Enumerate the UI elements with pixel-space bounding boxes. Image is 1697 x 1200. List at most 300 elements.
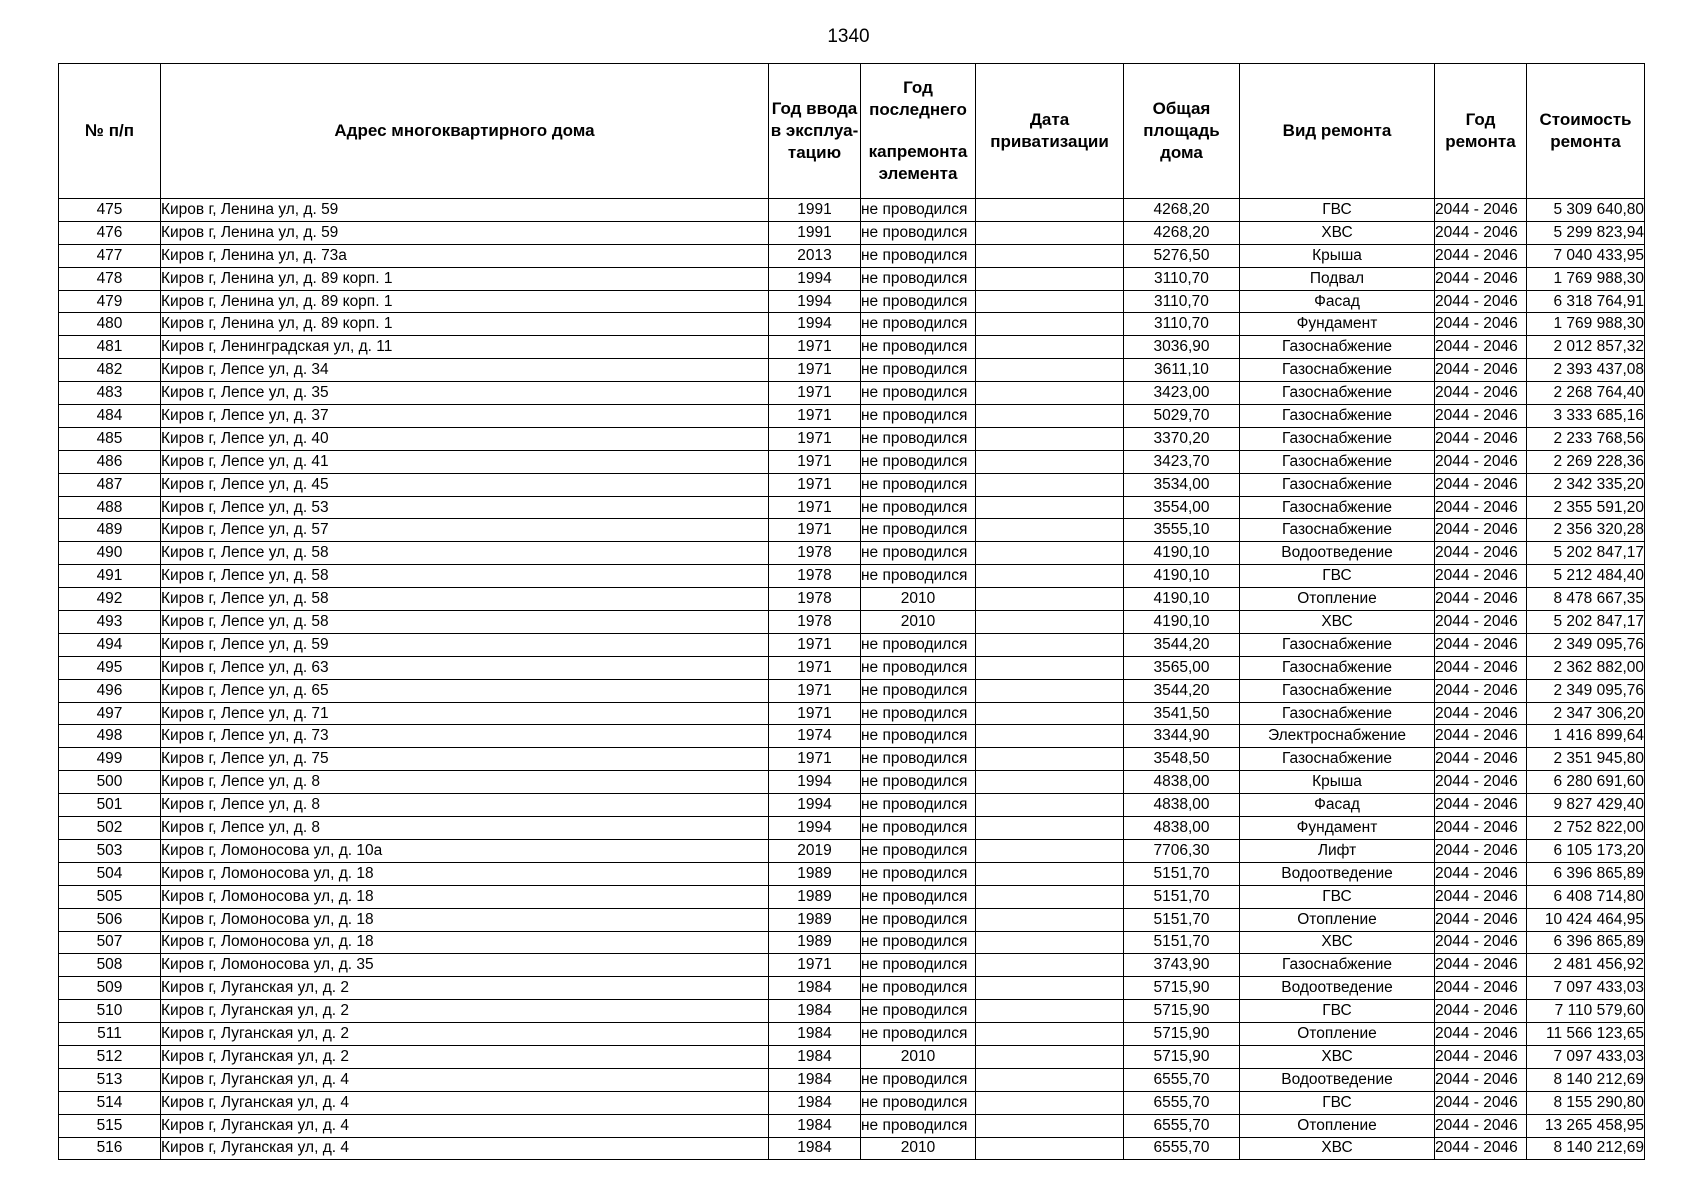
row-num: 516 xyxy=(59,1137,161,1160)
row-area: 3544,20 xyxy=(1124,679,1240,702)
row-year-built: 1984 xyxy=(769,1091,861,1114)
row-num: 500 xyxy=(59,771,161,794)
table-row xyxy=(59,748,1645,771)
row-privatization xyxy=(976,382,1124,405)
row-repair-type: Газоснабжение xyxy=(1240,519,1435,542)
row-last-repair: не проводился xyxy=(861,565,976,588)
row-area: 4190,10 xyxy=(1124,542,1240,565)
row-address: Киров г, Ленинградская ул, д. 11 xyxy=(161,336,769,359)
row-address: Киров г, Ленина ул, д. 89 корп. 1 xyxy=(161,290,769,313)
table-row xyxy=(59,1045,1645,1068)
row-repair-year: 2044 - 2046 xyxy=(1435,221,1527,244)
row-privatization xyxy=(976,817,1124,840)
row-address: Киров г, Ломоносова ул, д. 35 xyxy=(161,954,769,977)
table-row xyxy=(59,1023,1645,1046)
row-repair-year: 2044 - 2046 xyxy=(1435,1023,1527,1046)
row-year-built: 1989 xyxy=(769,862,861,885)
row-last-repair: не проводился xyxy=(861,1000,976,1023)
row-year-built: 1971 xyxy=(769,359,861,382)
row-repair-type: Газоснабжение xyxy=(1240,679,1435,702)
row-cost: 7 097 433,03 xyxy=(1527,977,1645,1000)
row-repair-type: Газоснабжение xyxy=(1240,633,1435,656)
row-area: 3544,20 xyxy=(1124,633,1240,656)
row-num: 492 xyxy=(59,588,161,611)
row-repair-type: Фундамент xyxy=(1240,817,1435,840)
row-cost: 8 140 212,69 xyxy=(1527,1068,1645,1091)
table-row xyxy=(59,1137,1645,1160)
row-last-repair: не проводился xyxy=(861,977,976,1000)
header-last-repair-line1: Год последнего xyxy=(869,78,967,119)
row-last-repair: не проводился xyxy=(861,794,976,817)
row-privatization xyxy=(976,725,1124,748)
row-year-built: 1994 xyxy=(769,794,861,817)
row-privatization xyxy=(976,633,1124,656)
header-repair-type: Вид ремонта xyxy=(1240,64,1435,199)
row-repair-year: 2044 - 2046 xyxy=(1435,336,1527,359)
row-repair-type: Водоотведение xyxy=(1240,1068,1435,1091)
row-address: Киров г, Ленина ул, д. 59 xyxy=(161,199,769,222)
row-address: Киров г, Луганская ул, д. 2 xyxy=(161,1023,769,1046)
row-area: 6555,70 xyxy=(1124,1091,1240,1114)
row-repair-type: Газоснабжение xyxy=(1240,954,1435,977)
row-repair-type: Фундамент xyxy=(1240,313,1435,336)
row-privatization xyxy=(976,656,1124,679)
row-repair-year: 2044 - 2046 xyxy=(1435,633,1527,656)
row-cost: 9 827 429,40 xyxy=(1527,794,1645,817)
row-address: Киров г, Ломоносова ул, д. 18 xyxy=(161,885,769,908)
table-row xyxy=(59,313,1645,336)
row-repair-type: Фасад xyxy=(1240,794,1435,817)
row-area: 5151,70 xyxy=(1124,931,1240,954)
row-year-built: 1984 xyxy=(769,1023,861,1046)
row-num: 482 xyxy=(59,359,161,382)
row-last-repair: не проводился xyxy=(861,336,976,359)
row-cost: 6 280 691,60 xyxy=(1527,771,1645,794)
row-num: 497 xyxy=(59,702,161,725)
row-address: Киров г, Лепсе ул, д. 58 xyxy=(161,588,769,611)
row-last-repair: не проводился xyxy=(861,244,976,267)
row-repair-year: 2044 - 2046 xyxy=(1435,817,1527,840)
row-repair-year: 2044 - 2046 xyxy=(1435,931,1527,954)
row-area: 3534,00 xyxy=(1124,473,1240,496)
row-area: 3743,90 xyxy=(1124,954,1240,977)
table-row xyxy=(59,656,1645,679)
row-year-built: 1971 xyxy=(769,496,861,519)
row-cost: 13 265 458,95 xyxy=(1527,1114,1645,1137)
row-repair-type: Отопление xyxy=(1240,1114,1435,1137)
row-privatization xyxy=(976,679,1124,702)
row-last-repair: 2010 xyxy=(861,1137,976,1160)
row-cost: 2 349 095,76 xyxy=(1527,679,1645,702)
row-last-repair: не проводился xyxy=(861,725,976,748)
row-cost: 2 347 306,20 xyxy=(1527,702,1645,725)
row-year-built: 1984 xyxy=(769,1137,861,1160)
row-num: 479 xyxy=(59,290,161,313)
row-privatization xyxy=(976,885,1124,908)
row-last-repair: не проводился xyxy=(861,382,976,405)
header-num: № п/п xyxy=(59,64,161,199)
row-year-built: 1984 xyxy=(769,1068,861,1091)
row-address: Киров г, Лепсе ул, д. 8 xyxy=(161,794,769,817)
row-cost: 6 408 714,80 xyxy=(1527,885,1645,908)
row-repair-type: Водоотведение xyxy=(1240,862,1435,885)
row-address: Киров г, Ломоносова ул, д. 10а xyxy=(161,839,769,862)
row-privatization xyxy=(976,290,1124,313)
header-address: Адрес многоквартирного дома xyxy=(161,64,769,199)
row-cost: 5 202 847,17 xyxy=(1527,542,1645,565)
table-row xyxy=(59,679,1645,702)
row-num: 511 xyxy=(59,1023,161,1046)
row-repair-year: 2044 - 2046 xyxy=(1435,290,1527,313)
table-row xyxy=(59,267,1645,290)
row-cost: 2 349 095,76 xyxy=(1527,633,1645,656)
row-last-repair: не проводился xyxy=(861,862,976,885)
row-repair-type: Газоснабжение xyxy=(1240,656,1435,679)
row-num: 503 xyxy=(59,839,161,862)
row-cost: 11 566 123,65 xyxy=(1527,1023,1645,1046)
row-last-repair: не проводился xyxy=(861,199,976,222)
row-year-built: 2019 xyxy=(769,839,861,862)
row-num: 475 xyxy=(59,199,161,222)
row-last-repair: не проводился xyxy=(861,450,976,473)
row-year-built: 1994 xyxy=(769,313,861,336)
table-row xyxy=(59,725,1645,748)
row-privatization xyxy=(976,359,1124,382)
row-repair-year: 2044 - 2046 xyxy=(1435,565,1527,588)
row-num: 493 xyxy=(59,611,161,634)
row-repair-year: 2044 - 2046 xyxy=(1435,450,1527,473)
row-year-built: 1978 xyxy=(769,542,861,565)
row-repair-type: Газоснабжение xyxy=(1240,450,1435,473)
table-row xyxy=(59,1091,1645,1114)
row-num: 489 xyxy=(59,519,161,542)
row-privatization xyxy=(976,519,1124,542)
row-num: 490 xyxy=(59,542,161,565)
row-address: Киров г, Лепсе ул, д. 58 xyxy=(161,611,769,634)
row-address: Киров г, Луганская ул, д. 4 xyxy=(161,1114,769,1137)
row-repair-year: 2044 - 2046 xyxy=(1435,382,1527,405)
row-year-built: 1971 xyxy=(769,405,861,428)
row-address: Киров г, Лепсе ул, д. 65 xyxy=(161,679,769,702)
row-last-repair: не проводился xyxy=(861,1068,976,1091)
row-year-built: 1994 xyxy=(769,290,861,313)
row-repair-type: Газоснабжение xyxy=(1240,702,1435,725)
row-cost: 2 351 945,80 xyxy=(1527,748,1645,771)
row-repair-type: Подвал xyxy=(1240,267,1435,290)
row-area: 5029,70 xyxy=(1124,405,1240,428)
row-last-repair: не проводился xyxy=(861,954,976,977)
row-year-built: 1991 xyxy=(769,199,861,222)
row-cost: 1 416 899,64 xyxy=(1527,725,1645,748)
row-year-built: 1994 xyxy=(769,771,861,794)
row-cost: 5 299 823,94 xyxy=(1527,221,1645,244)
row-address: Киров г, Ленина ул, д. 89 корп. 1 xyxy=(161,267,769,290)
row-last-repair: не проводился xyxy=(861,267,976,290)
table-row xyxy=(59,359,1645,382)
repair-table xyxy=(58,63,1645,1160)
row-area: 6555,70 xyxy=(1124,1068,1240,1091)
row-cost: 2 012 857,32 xyxy=(1527,336,1645,359)
row-area: 4268,20 xyxy=(1124,199,1240,222)
row-address: Киров г, Луганская ул, д. 2 xyxy=(161,977,769,1000)
table-row xyxy=(59,405,1645,428)
row-num: 501 xyxy=(59,794,161,817)
row-year-built: 1971 xyxy=(769,656,861,679)
row-year-built: 1971 xyxy=(769,450,861,473)
row-privatization xyxy=(976,313,1124,336)
row-year-built: 2013 xyxy=(769,244,861,267)
row-address: Киров г, Лепсе ул, д. 8 xyxy=(161,817,769,840)
row-repair-year: 2044 - 2046 xyxy=(1435,725,1527,748)
row-repair-type: Газоснабжение xyxy=(1240,405,1435,428)
table-row xyxy=(59,931,1645,954)
row-last-repair: не проводился xyxy=(861,542,976,565)
header-area: Общая площадь дома xyxy=(1124,64,1240,199)
row-cost: 7 040 433,95 xyxy=(1527,244,1645,267)
row-area: 5715,90 xyxy=(1124,1000,1240,1023)
table-row xyxy=(59,817,1645,840)
row-area: 6555,70 xyxy=(1124,1114,1240,1137)
row-repair-year: 2044 - 2046 xyxy=(1435,427,1527,450)
table-row xyxy=(59,611,1645,634)
header-year-built: Год ввода в эксплуа-тацию xyxy=(769,64,861,199)
header-repair-year: Год ремонта xyxy=(1435,64,1527,199)
row-privatization xyxy=(976,794,1124,817)
row-year-built: 1971 xyxy=(769,382,861,405)
row-repair-year: 2044 - 2046 xyxy=(1435,771,1527,794)
row-privatization xyxy=(976,862,1124,885)
row-repair-type: ГВС xyxy=(1240,1000,1435,1023)
row-last-repair: 2010 xyxy=(861,1045,976,1068)
row-repair-year: 2044 - 2046 xyxy=(1435,908,1527,931)
table-body xyxy=(59,199,1645,1160)
row-area: 4838,00 xyxy=(1124,794,1240,817)
row-repair-type: Отопление xyxy=(1240,1023,1435,1046)
row-repair-type: ХВС xyxy=(1240,931,1435,954)
row-cost: 5 212 484,40 xyxy=(1527,565,1645,588)
row-num: 476 xyxy=(59,221,161,244)
row-num: 481 xyxy=(59,336,161,359)
row-address: Киров г, Лепсе ул, д. 37 xyxy=(161,405,769,428)
row-num: 484 xyxy=(59,405,161,428)
row-repair-year: 2044 - 2046 xyxy=(1435,862,1527,885)
row-area: 5151,70 xyxy=(1124,885,1240,908)
row-num: 505 xyxy=(59,885,161,908)
row-privatization xyxy=(976,267,1124,290)
row-num: 513 xyxy=(59,1068,161,1091)
row-area: 3548,50 xyxy=(1124,748,1240,771)
table-row xyxy=(59,1068,1645,1091)
row-repair-type: Газоснабжение xyxy=(1240,359,1435,382)
row-repair-type: ГВС xyxy=(1240,565,1435,588)
row-num: 486 xyxy=(59,450,161,473)
row-privatization xyxy=(976,221,1124,244)
row-last-repair: не проводился xyxy=(861,885,976,908)
table-row xyxy=(59,473,1645,496)
row-year-built: 1984 xyxy=(769,1114,861,1137)
row-last-repair: 2010 xyxy=(861,611,976,634)
row-last-repair: не проводился xyxy=(861,519,976,542)
row-area: 7706,30 xyxy=(1124,839,1240,862)
row-num: 480 xyxy=(59,313,161,336)
row-repair-year: 2044 - 2046 xyxy=(1435,1068,1527,1091)
row-last-repair: не проводился xyxy=(861,1114,976,1137)
row-address: Киров г, Лепсе ул, д. 41 xyxy=(161,450,769,473)
row-area: 4190,10 xyxy=(1124,611,1240,634)
row-privatization xyxy=(976,244,1124,267)
row-last-repair: не проводился xyxy=(861,290,976,313)
table-row xyxy=(59,885,1645,908)
row-repair-type: Крыша xyxy=(1240,244,1435,267)
row-repair-year: 2044 - 2046 xyxy=(1435,405,1527,428)
table-row xyxy=(59,1000,1645,1023)
row-cost: 2 752 822,00 xyxy=(1527,817,1645,840)
row-area: 5715,90 xyxy=(1124,1023,1240,1046)
row-area: 5276,50 xyxy=(1124,244,1240,267)
row-address: Киров г, Лепсе ул, д. 58 xyxy=(161,542,769,565)
row-privatization xyxy=(976,542,1124,565)
header-last-repair-line2: капремонта элемента xyxy=(868,142,968,183)
table-row xyxy=(59,794,1645,817)
table-row xyxy=(59,702,1645,725)
row-cost: 2 481 456,92 xyxy=(1527,954,1645,977)
row-repair-year: 2044 - 2046 xyxy=(1435,702,1527,725)
row-repair-year: 2044 - 2046 xyxy=(1435,656,1527,679)
row-privatization xyxy=(976,1000,1124,1023)
table-row xyxy=(59,244,1645,267)
row-num: 498 xyxy=(59,725,161,748)
row-cost: 6 396 865,89 xyxy=(1527,931,1645,954)
row-address: Киров г, Луганская ул, д. 4 xyxy=(161,1091,769,1114)
row-privatization xyxy=(976,839,1124,862)
row-address: Киров г, Ломоносова ул, д. 18 xyxy=(161,908,769,931)
row-repair-type: ХВС xyxy=(1240,1137,1435,1160)
row-area: 4190,10 xyxy=(1124,565,1240,588)
row-year-built: 1984 xyxy=(769,1000,861,1023)
row-privatization xyxy=(976,931,1124,954)
row-area: 3554,00 xyxy=(1124,496,1240,519)
row-privatization xyxy=(976,771,1124,794)
row-privatization xyxy=(976,1045,1124,1068)
row-year-built: 1994 xyxy=(769,817,861,840)
row-cost: 1 769 988,30 xyxy=(1527,267,1645,290)
row-year-built: 1991 xyxy=(769,221,861,244)
row-repair-year: 2044 - 2046 xyxy=(1435,1137,1527,1160)
row-privatization xyxy=(976,908,1124,931)
row-privatization xyxy=(976,1023,1124,1046)
row-last-repair: не проводился xyxy=(861,908,976,931)
table-header xyxy=(59,64,1645,199)
table-row xyxy=(59,382,1645,405)
row-repair-year: 2044 - 2046 xyxy=(1435,748,1527,771)
row-year-built: 1971 xyxy=(769,427,861,450)
table-row xyxy=(59,542,1645,565)
row-address: Киров г, Луганская ул, д. 2 xyxy=(161,1000,769,1023)
row-area: 4838,00 xyxy=(1124,771,1240,794)
row-repair-type: Водоотведение xyxy=(1240,977,1435,1000)
row-num: 494 xyxy=(59,633,161,656)
row-address: Киров г, Ломоносова ул, д. 18 xyxy=(161,862,769,885)
table-row xyxy=(59,450,1645,473)
row-num: 477 xyxy=(59,244,161,267)
row-last-repair: не проводился xyxy=(861,656,976,679)
row-repair-type: ХВС xyxy=(1240,221,1435,244)
row-repair-year: 2044 - 2046 xyxy=(1435,267,1527,290)
row-year-built: 1971 xyxy=(769,519,861,542)
row-repair-type: Газоснабжение xyxy=(1240,336,1435,359)
row-address: Киров г, Лепсе ул, д. 75 xyxy=(161,748,769,771)
row-year-built: 1974 xyxy=(769,725,861,748)
row-cost: 2 233 768,56 xyxy=(1527,427,1645,450)
table-row xyxy=(59,954,1645,977)
row-year-built: 1971 xyxy=(769,633,861,656)
row-area: 3555,10 xyxy=(1124,519,1240,542)
row-num: 485 xyxy=(59,427,161,450)
row-repair-year: 2044 - 2046 xyxy=(1435,199,1527,222)
row-year-built: 1971 xyxy=(769,702,861,725)
row-repair-type: Отопление xyxy=(1240,588,1435,611)
row-privatization xyxy=(976,748,1124,771)
row-year-built: 1989 xyxy=(769,931,861,954)
row-cost: 3 333 685,16 xyxy=(1527,405,1645,428)
row-address: Киров г, Лепсе ул, д. 40 xyxy=(161,427,769,450)
row-repair-type: ХВС xyxy=(1240,1045,1435,1068)
table-row xyxy=(59,199,1645,222)
row-address: Киров г, Лепсе ул, д. 8 xyxy=(161,771,769,794)
row-area: 3565,00 xyxy=(1124,656,1240,679)
row-repair-year: 2044 - 2046 xyxy=(1435,1000,1527,1023)
row-cost: 2 355 591,20 xyxy=(1527,496,1645,519)
row-last-repair: не проводился xyxy=(861,359,976,382)
row-last-repair: не проводился xyxy=(861,839,976,862)
row-cost: 7 097 433,03 xyxy=(1527,1045,1645,1068)
row-address: Киров г, Лепсе ул, д. 73 xyxy=(161,725,769,748)
row-repair-year: 2044 - 2046 xyxy=(1435,313,1527,336)
row-privatization xyxy=(976,405,1124,428)
row-last-repair: не проводился xyxy=(861,1091,976,1114)
row-year-built: 1984 xyxy=(769,977,861,1000)
row-last-repair: не проводился xyxy=(861,748,976,771)
row-privatization xyxy=(976,977,1124,1000)
row-repair-year: 2044 - 2046 xyxy=(1435,954,1527,977)
row-num: 491 xyxy=(59,565,161,588)
row-last-repair: не проводился xyxy=(861,221,976,244)
row-num: 514 xyxy=(59,1091,161,1114)
header-privatization: Дата приватизации xyxy=(976,64,1124,199)
row-cost: 5 309 640,80 xyxy=(1527,199,1645,222)
row-last-repair: не проводился xyxy=(861,313,976,336)
row-cost: 6 396 865,89 xyxy=(1527,862,1645,885)
row-area: 5151,70 xyxy=(1124,908,1240,931)
row-cost: 6 105 173,20 xyxy=(1527,839,1645,862)
row-cost: 2 342 335,20 xyxy=(1527,473,1645,496)
header-cost: Стоимость ремонта xyxy=(1527,64,1645,199)
row-year-built: 1971 xyxy=(769,748,861,771)
row-repair-year: 2044 - 2046 xyxy=(1435,1045,1527,1068)
row-last-repair: не проводился xyxy=(861,931,976,954)
row-repair-year: 2044 - 2046 xyxy=(1435,611,1527,634)
row-num: 510 xyxy=(59,1000,161,1023)
row-privatization xyxy=(976,1137,1124,1160)
table-row xyxy=(59,1114,1645,1137)
row-year-built: 1978 xyxy=(769,565,861,588)
row-num: 496 xyxy=(59,679,161,702)
row-cost: 2 393 437,08 xyxy=(1527,359,1645,382)
row-cost: 2 362 882,00 xyxy=(1527,656,1645,679)
row-privatization xyxy=(976,954,1124,977)
row-area: 4268,20 xyxy=(1124,221,1240,244)
row-repair-year: 2044 - 2046 xyxy=(1435,885,1527,908)
